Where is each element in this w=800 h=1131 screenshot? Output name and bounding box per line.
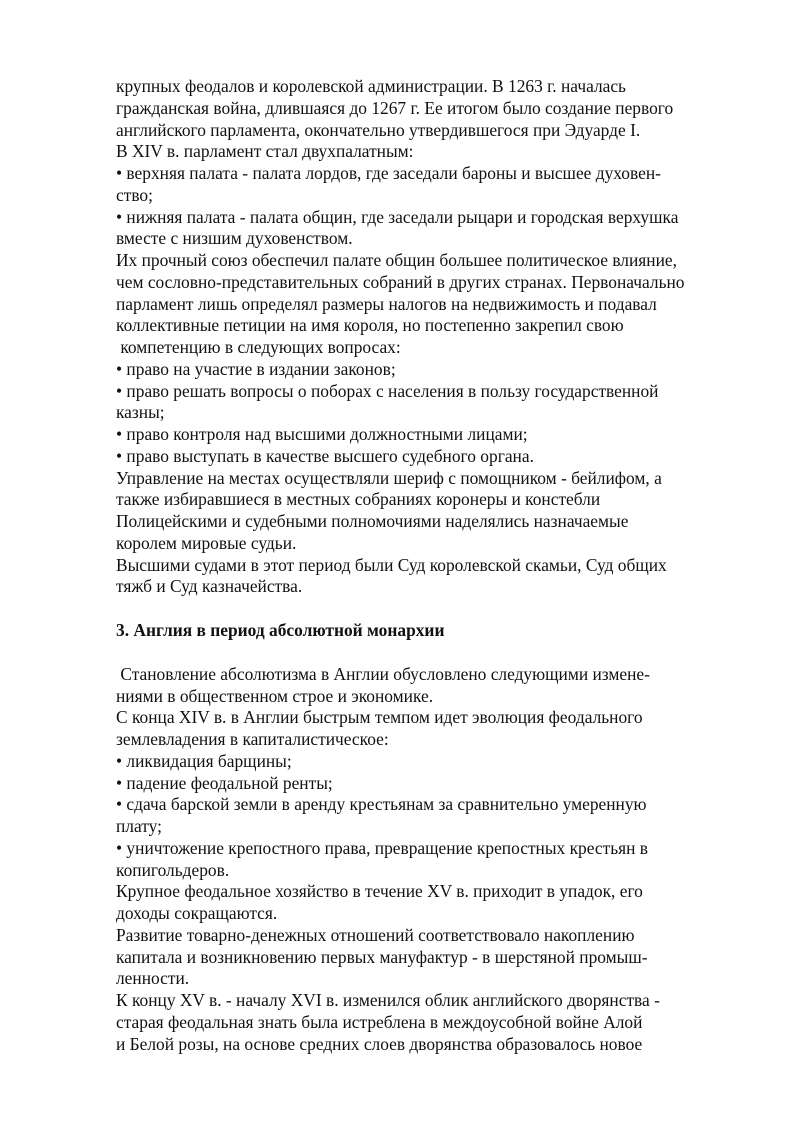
text-block-1	[116, 76, 756, 598]
text-line: Высшими судами в этот период были Суд королевской скамьи, Суд общих	[116, 554, 667, 575]
text-line: ство;	[116, 184, 153, 205]
text-line: тяжб и Суд казначейства.	[116, 576, 303, 597]
text-line: чем сословно-представительных собраний в других странах. Первоначально	[116, 271, 685, 292]
text-line: ниями в общественном строе и экономике.	[116, 685, 434, 706]
bullet-line: • право выступать в качестве высшего судебного органа.	[116, 445, 534, 466]
text-line: В XIV в. парламент стал двухпалатным:	[116, 141, 414, 162]
text-line: Управление на местах осуществляли шериф с помощником - бейлифом, а	[116, 467, 662, 488]
text-line: крупных феодалов и королевской администрации. В 1263 г. началась	[116, 76, 626, 96]
section-heading: 3. Англия в период абсолютной монархии	[116, 620, 445, 640]
text-line: доходы сокращаются.	[116, 903, 278, 923]
text-line: компетенцию в следующих вопросах:	[116, 337, 401, 357]
text-line: казны;	[116, 402, 165, 423]
text-line: коллективные петиции на имя короля, но постепенно закрепил свою	[116, 315, 624, 336]
bullet-line: • ликвидация барщины;	[116, 750, 292, 771]
bullet-line: • право контроля над высшими должностными лицами;	[116, 424, 528, 444]
text-line: Их прочный союз обеспечил палате общин большее политическое влияние,	[116, 250, 677, 270]
bullet-line: • право на участие в издании законов;	[116, 358, 396, 379]
text-line: К концу XV в. - началу XVI в. изменился облик английского дворянства -	[116, 990, 660, 1010]
bullet-line: • верхняя палата - палата лордов, где заседали бароны и высшее духовен-	[116, 163, 661, 183]
text-line: Крупное феодальное хозяйство в течение XV в. приходит в упадок, его	[116, 881, 643, 902]
text-line: вместе с низшим духовенством.	[116, 228, 353, 249]
text-line: Становление абсолютизма в Англии обусловлено следующими измене-	[116, 663, 650, 684]
document-page	[116, 76, 756, 1055]
text-line: английского парламента, окончательно утвердившегося при Эдуарде I.	[116, 119, 641, 140]
text-line: копигольдеров.	[116, 859, 230, 880]
text-line: капитала и возникновению первых мануфактур - в шерстяной промыш-	[116, 946, 648, 967]
text-line: Полицейскими и судебными полномочиями наделялись назначаемые	[116, 511, 629, 531]
text-line: старая феодальная знать была истреблена в междоусобной войне Алой	[116, 1011, 643, 1032]
text-line: также избиравшиеся в местных собраниях коронеры и констебли	[116, 489, 601, 510]
bullet-line: • уничтожение крепостного права, превращение крепостных крестьян в	[116, 837, 648, 858]
text-line: землевладения в капиталистическое:	[116, 729, 389, 749]
text-line: плату;	[116, 816, 162, 836]
bullet-line: • право решать вопросы о поборах с населения в пользу государственной	[116, 380, 659, 401]
bullet-line: • нижняя палата - палата общин, где заседали рыцари и городская верхушка	[116, 206, 679, 227]
bullet-line: • сдача барской земли в аренду крестьянам за сравнительно умеренную	[116, 794, 647, 815]
text-line: и Белой розы, на основе средних слоев дворянства образовалось новое	[116, 1033, 643, 1054]
text-block-2	[116, 664, 756, 1056]
text-line: королем мировые судьи.	[116, 532, 297, 553]
text-line: С конца XIV в. в Англии быстрым темпом идет эволюция феодального	[116, 707, 643, 728]
text-line: гражданская война, длившаяся до 1267 г. Ее итогом было создание первого	[116, 97, 674, 118]
text-line: парламент лишь определял размеры налогов на недвижимость и подавал	[116, 293, 657, 314]
text-line: Развитие товарно-денежных отношений соответствовало накоплению	[116, 924, 635, 945]
text-line: ленности.	[116, 968, 190, 989]
bullet-line: • падение феодальной ренты;	[116, 772, 333, 793]
